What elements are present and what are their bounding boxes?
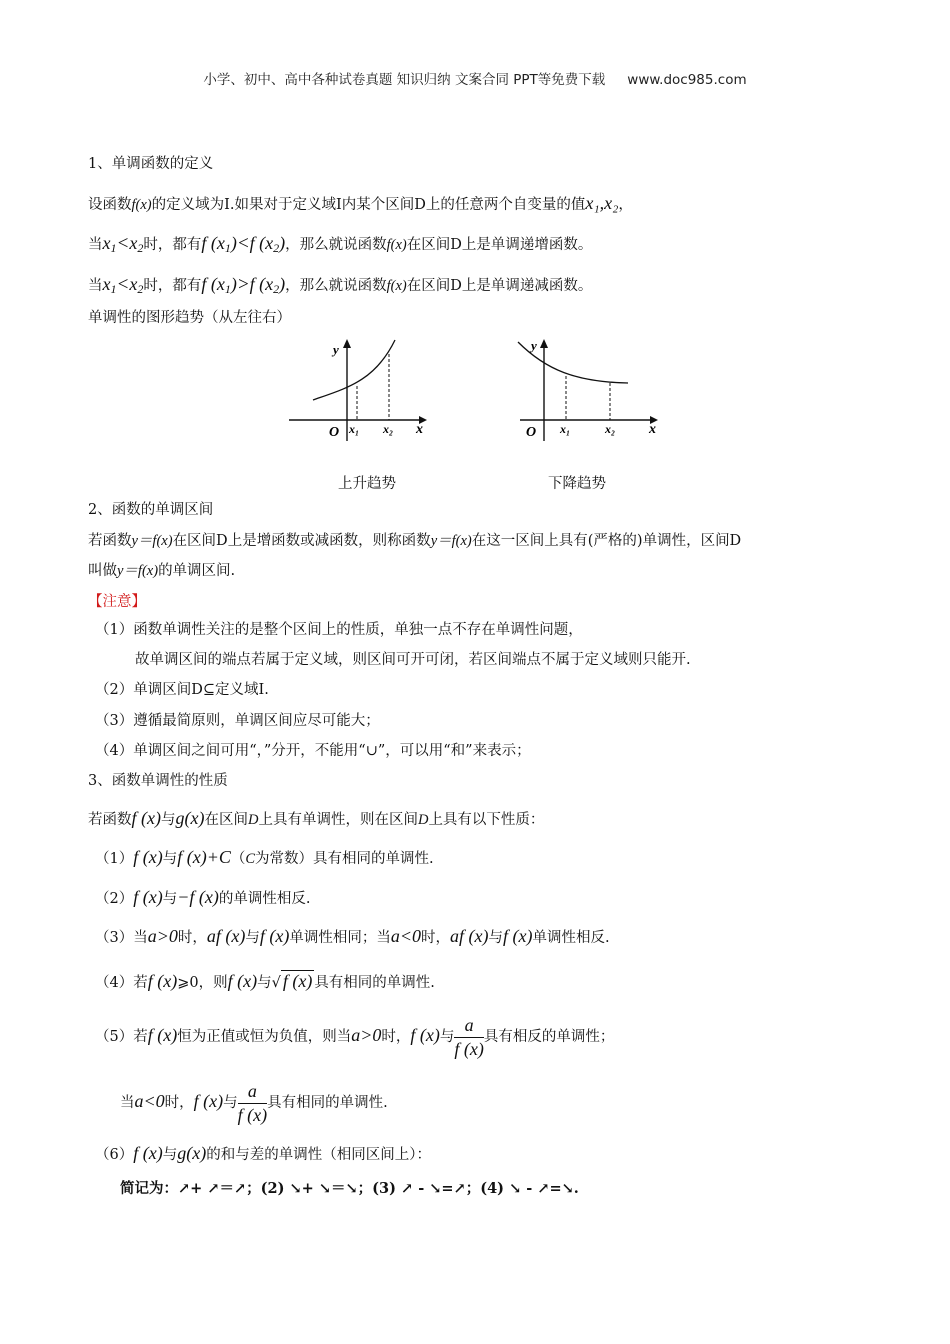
trend-title: 单调性的图形趋势（从左往右） — [88, 310, 291, 326]
x-axis-label: x — [649, 422, 656, 437]
property-4: （4）若f (x)⩾0，则f (x)与√ f (x) 具有相同的单调性. — [95, 971, 435, 991]
x1-label: x₁ — [349, 422, 360, 436]
decreasing-graph — [516, 336, 666, 446]
note-label: 【注意】 — [88, 594, 146, 610]
interval-line-1: 若函数y＝f(x)在区间D上是增函数或减函数，则称函数y＝f(x)在这一区间上具有(严格的)单调性，区间D — [88, 533, 742, 549]
note-1b: 故单调区间的端点若属于定义域，则区间可开可闭，若区间端点不属于定义域则只能开. — [135, 652, 691, 668]
y-axis-label: y — [531, 338, 537, 353]
property-1: （1）f (x)与f (x)+C（C为常数）具有相同的单调性. — [95, 847, 434, 867]
summary-line: 简记为：↗+ ↗＝↗；(2) ↘+ ↘＝↘；(3) ↗ - ↘=↗；(4) ↘ - ↗=↘. — [120, 1180, 579, 1197]
x-axis-label: x — [416, 422, 423, 437]
definition-line: 设函数f(x)的定义域为I.如果对于定义域I内某个区间D上的任意两个自变量的值x₁,x₂， — [88, 193, 633, 213]
section-1-title: 1、单调函数的定义 — [88, 156, 214, 172]
interval-line-2: 叫做y＝f(x)的单调区间. — [88, 563, 236, 579]
header-site: www.doc985.com — [627, 72, 747, 88]
property-5b: 当a<0时，f (x)与 $\frac{a}{f (x)}$ 具有相同的单调性. — [120, 1081, 388, 1125]
section-2-title: 2、函数的单调区间 — [88, 502, 214, 518]
header-text: 小学、初中、高中各种试卷真题 知识归纳 文案合同 PPT等免费下载 — [203, 72, 606, 88]
note-2: （2）单调区间D⊆定义域I. — [95, 682, 269, 698]
y-axis-label: y — [333, 342, 339, 357]
properties-intro: 若函数f (x)与g(x)在区间D上具有单调性，则在区间D上具有以下性质： — [88, 808, 545, 828]
property-5: （5）若f (x)恒为正值或恒为负值，则当a>0时，f (x)与 $\frac{a}{f (x)}$ 具有相反的单调性； — [95, 1015, 615, 1059]
origin-label: O — [329, 425, 340, 440]
note-1: （1）函数单调性关注的是整个区间上的性质，单独一点不存在单调性问题， — [95, 622, 583, 638]
decreasing-line: 当$x_1<x_2$时，都有f $(x_1)>f$ $(x_2)$，那么就说函数f(x)在区间D上是单调递减函数。 — [88, 274, 593, 296]
caption-up: 上升趋势 — [338, 476, 396, 492]
increasing-line: 当$x_1<x_2$时，都有f $(x_1)<f$ $(x_2)$，那么就说函数f(x)在区间D上是单调递增函数。 — [88, 233, 593, 255]
property-2: （2）f (x)与−f (x)的单调性相反. — [95, 887, 311, 907]
property-3: （3）当a>0时，af (x)与f (x)单调性相同；当a<0时，af (x)与f (x)单调性相反. — [95, 926, 610, 946]
increasing-graph — [285, 336, 435, 446]
origin-label: O — [526, 425, 537, 440]
x2-label: x₂ — [605, 422, 616, 436]
section-3-title: 3、函数单调性的性质 — [88, 773, 228, 789]
note-4: （4）单调区间之间可用“，”分开，不能用“∪”，可以用“和”来表示； — [95, 743, 531, 759]
note-3: （3）遵循最简原则，单调区间应尽可能大； — [95, 713, 380, 729]
fraction-a-over-fx: $\frac{a}{f (x)}$ — [454, 1015, 484, 1059]
x1-label: x₁ — [560, 422, 571, 436]
page-header — [0, 68, 950, 88]
sqrt-fx: f (x) — [282, 971, 313, 991]
fraction-a-over-fx: $\frac{a}{f (x)}$ — [237, 1081, 268, 1125]
caption-down: 下降趋势 — [548, 476, 606, 492]
property-6: （6）f (x)与g(x)的和与差的单调性（相同区间上）： — [95, 1143, 431, 1163]
x1-x2: x₁,x₂ — [585, 193, 619, 213]
x2-label: x₂ — [383, 422, 394, 436]
